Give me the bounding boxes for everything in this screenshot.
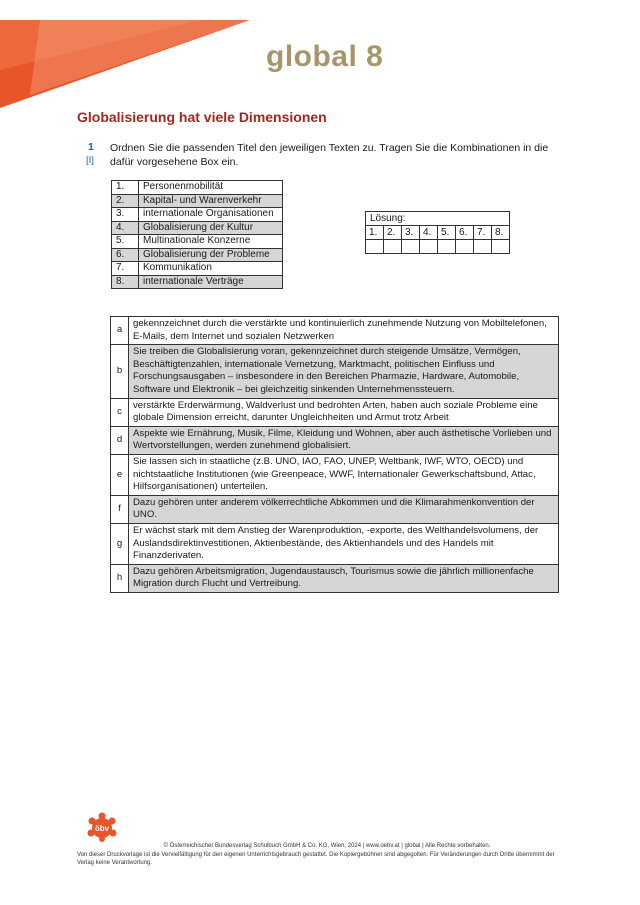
text-content: Dazu gehören unter anderem völkerrechtliche Abkommen und die Klimarahmenkonvention der UNO. [129, 495, 559, 523]
solution-answer-cell[interactable] [366, 240, 384, 254]
title-label: internationale Organisationen [139, 208, 283, 222]
text-letter: h [111, 564, 129, 592]
solution-column-header: 1. [366, 226, 384, 240]
title-number: 4. [112, 221, 139, 235]
title-label: Personenmobilität [139, 181, 283, 195]
title-number: 3. [112, 208, 139, 222]
title-number: 7. [112, 262, 139, 276]
solution-column-header: 8. [492, 226, 510, 240]
text-letter: d [111, 426, 129, 454]
title-number: 5. [112, 235, 139, 249]
title-label: Kapital- und Warenverkehr [139, 194, 283, 208]
text-content: Aspekte wie Ernährung, Musik, Filme, Kleidung und Wohnen, aber auch ästhetische Vorlieben und Wertvorstellungen, werden zunehmend globalisiert. [129, 426, 559, 454]
text-letter: b [111, 345, 129, 398]
text-letter: e [111, 454, 129, 495]
title-label: Kommunikation [139, 262, 283, 276]
title-row [112, 208, 283, 222]
task-instruction: Ordnen Sie die passenden Titel den jeweiligen Texten zu. Tragen Sie die Kombinationen in die dafür vorgesehene Box ein. [110, 142, 549, 168]
solution-answer-cell[interactable] [402, 240, 420, 254]
solution-answer-cell[interactable] [384, 240, 402, 254]
section-heading: Globalisierung hat viele Dimensionen [77, 109, 327, 125]
title-row [112, 248, 283, 262]
solution-column-header: 4. [420, 226, 438, 240]
text-row [111, 523, 559, 564]
text-content: Sie lassen sich in staatliche (z.B. UNO, IAO, FAO, UNEP, Weltbank, IWF, WTO, OECD) und nichtstaatliche Institutionen (wie Greenpeace, WWF, Internationaler Gewerkschaftsbund, Attac, Hilfsorganisationen) unterteilen. [129, 454, 559, 495]
text-content: Sie treiben die Globalisierung voran, gekennzeichnet durch steigende Umsätze, Vermögen, Beschäftigtenzahlen, internationale Vernetzung, Marktmacht, politischen Einfluss und Forschungsausgaben – insbesondere in den Bereichen Pharmazie, Hardware, Automobile, Software und Elektronik – bei gleichzeitig sinkenden Unternehmenssteuern. [129, 345, 559, 398]
publication-title: global 8 [266, 40, 384, 73]
text-content: verstärkte Erderwärmung, Waldverlust und bedrohten Arten, haben auch soziale Probleme eine globale Dimension erreicht, darunter Ungleichheiten und Armut trotz Arbeit [129, 398, 559, 426]
footer-copyright: © Österreichischer Bundesverlag Schulbuch GmbH & Co. KG, Wien, 2024 | www.oebv.at | global | Alle Rechte vorbehalten. [163, 843, 491, 849]
text-letter: g [111, 523, 129, 564]
title-row [112, 194, 283, 208]
decorative-corner-shape [0, 0, 260, 110]
solution-column-header: 5. [438, 226, 456, 240]
task-level: [I] [86, 155, 94, 166]
title-label: Globalisierung der Kultur [139, 221, 283, 235]
footer [77, 842, 567, 868]
solution-box [365, 211, 510, 254]
text-letter: c [111, 398, 129, 426]
text-row [111, 564, 559, 592]
solution-label: Lösung: [366, 212, 510, 226]
titles-table [111, 180, 283, 289]
title-label: Multinationale Konzerne [139, 235, 283, 249]
text-row [111, 454, 559, 495]
text-row [111, 426, 559, 454]
solution-answer-cell[interactable] [456, 240, 474, 254]
title-row [112, 262, 283, 276]
title-row [112, 221, 283, 235]
title-number: 8. [112, 275, 139, 289]
logo-text: öbv [94, 824, 110, 833]
title-row [112, 275, 283, 289]
title-row [112, 235, 283, 249]
title-label: internationale Verträge [139, 275, 283, 289]
title-number: 1. [112, 181, 139, 195]
text-content: Dazu gehören Arbeitsmigration, Jugendaustausch, Tourismus sowie die jährlich millionenfache Migration durch Flucht und Vertreibung. [129, 564, 559, 592]
solution-answer-cell[interactable] [474, 240, 492, 254]
task-number: 1 [88, 141, 94, 153]
title-number: 2. [112, 194, 139, 208]
text-content: gekennzeichnet durch die verstärkte und kontinuierlich zunehmende Nutzung von Mobiltelefonen, E-Mails, dem Internet und sozialen Netzwerken [129, 317, 559, 345]
solution-column-header: 7. [474, 226, 492, 240]
solution-column-header: 3. [402, 226, 420, 240]
obv-logo [86, 812, 118, 842]
text-row [111, 345, 559, 398]
text-content: Er wächst stark mit dem Anstieg der Warenproduktion, -exporte, des Welthandelsvolumens, der Auslandsdirektinvestitionen, Aktienbestände, des Aktienhandels und des Handels mit Finanzderivaten. [129, 523, 559, 564]
text-row [111, 495, 559, 523]
solution-column-header: 2. [384, 226, 402, 240]
title-label: Globalisierung der Probleme [139, 248, 283, 262]
text-row [111, 398, 559, 426]
text-letter: f [111, 495, 129, 523]
texts-table [110, 316, 559, 593]
title-number: 6. [112, 248, 139, 262]
footer-notice: Von dieser Druckvorlage ist die Vervielfältigung für den eigenen Unterrichtsgebrauch gestattet. Die Kopiergebühren sind abgegolten. Für Veränderungen durch Dritte übernimmt der Verlag keine Verantwortung. [77, 851, 555, 866]
text-row [111, 317, 559, 345]
solution-column-header: 6. [456, 226, 474, 240]
title-row [112, 181, 283, 195]
text-letter: a [111, 317, 129, 345]
solution-answer-cell[interactable] [438, 240, 456, 254]
solution-answer-cell[interactable] [492, 240, 510, 254]
solution-answer-cell[interactable] [420, 240, 438, 254]
